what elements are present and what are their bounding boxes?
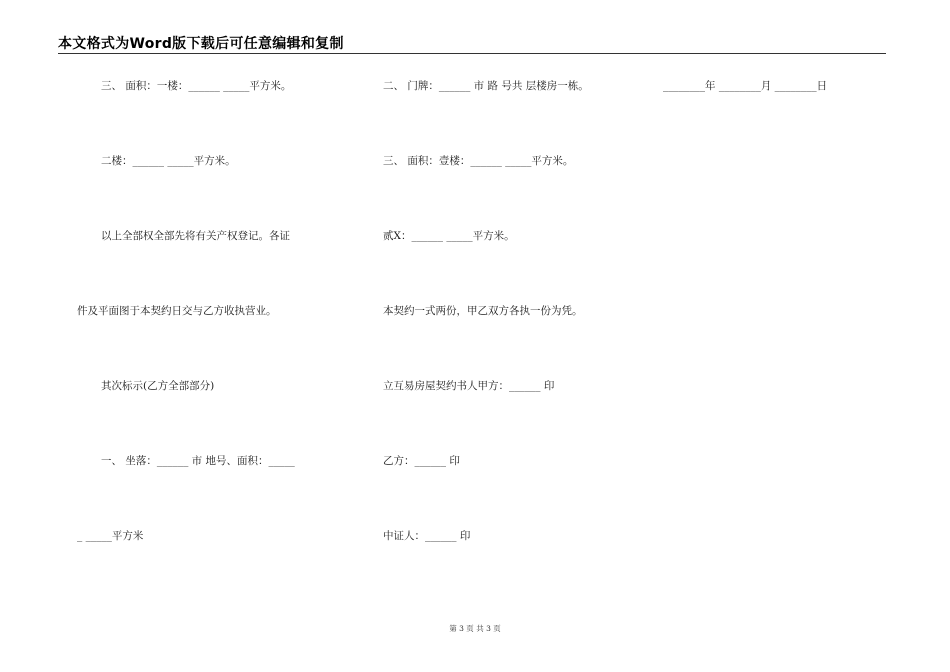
location-area-line: _ _____平方米 [77, 530, 144, 542]
second-designation-heading: 其次标示(乙方全部部分) [101, 380, 215, 392]
document-header-title: 本文格式为Word版下载后可任意编辑和复制 [58, 36, 344, 52]
date-line: ________年 ________月 ________日 [663, 80, 828, 92]
party-b-signature-line: 乙方：______ 印 [383, 455, 460, 467]
contract-copies-line: 本契约一式两份，甲乙双方各执一份为凭。 [383, 305, 583, 317]
documents-handover-line: 件及平面图于本契约日交与乙方收执营业。 [77, 305, 277, 317]
witness-signature-line: 中证人：______ 印 [383, 530, 471, 542]
party-a-signature-line: 立互易房屋契约书人甲方：______ 印 [383, 380, 555, 392]
house-number-line: 二、 门牌：______ 市 路 号共 层楼房一栋。 [383, 80, 589, 92]
header-rule [58, 53, 886, 54]
area-floor-two-line: 贰X：______ _____平方米。 [383, 230, 515, 242]
ownership-registration-line: 以上全部权全部先将有关产权登记。各证 [101, 230, 290, 242]
area-second-floor-line: 二楼：______ _____平方米。 [101, 155, 236, 167]
area-floor-one-line: 三、 面积：壹楼：______ _____平方米。 [383, 155, 574, 167]
area-first-floor-line: 三、 面积：一楼：______ _____平方米。 [101, 80, 292, 92]
page-number-footer: 第 3 页 共 3 页 [449, 624, 501, 633]
location-line: 一、 坐落：______ 市 地号、面积：_____ [101, 455, 295, 467]
